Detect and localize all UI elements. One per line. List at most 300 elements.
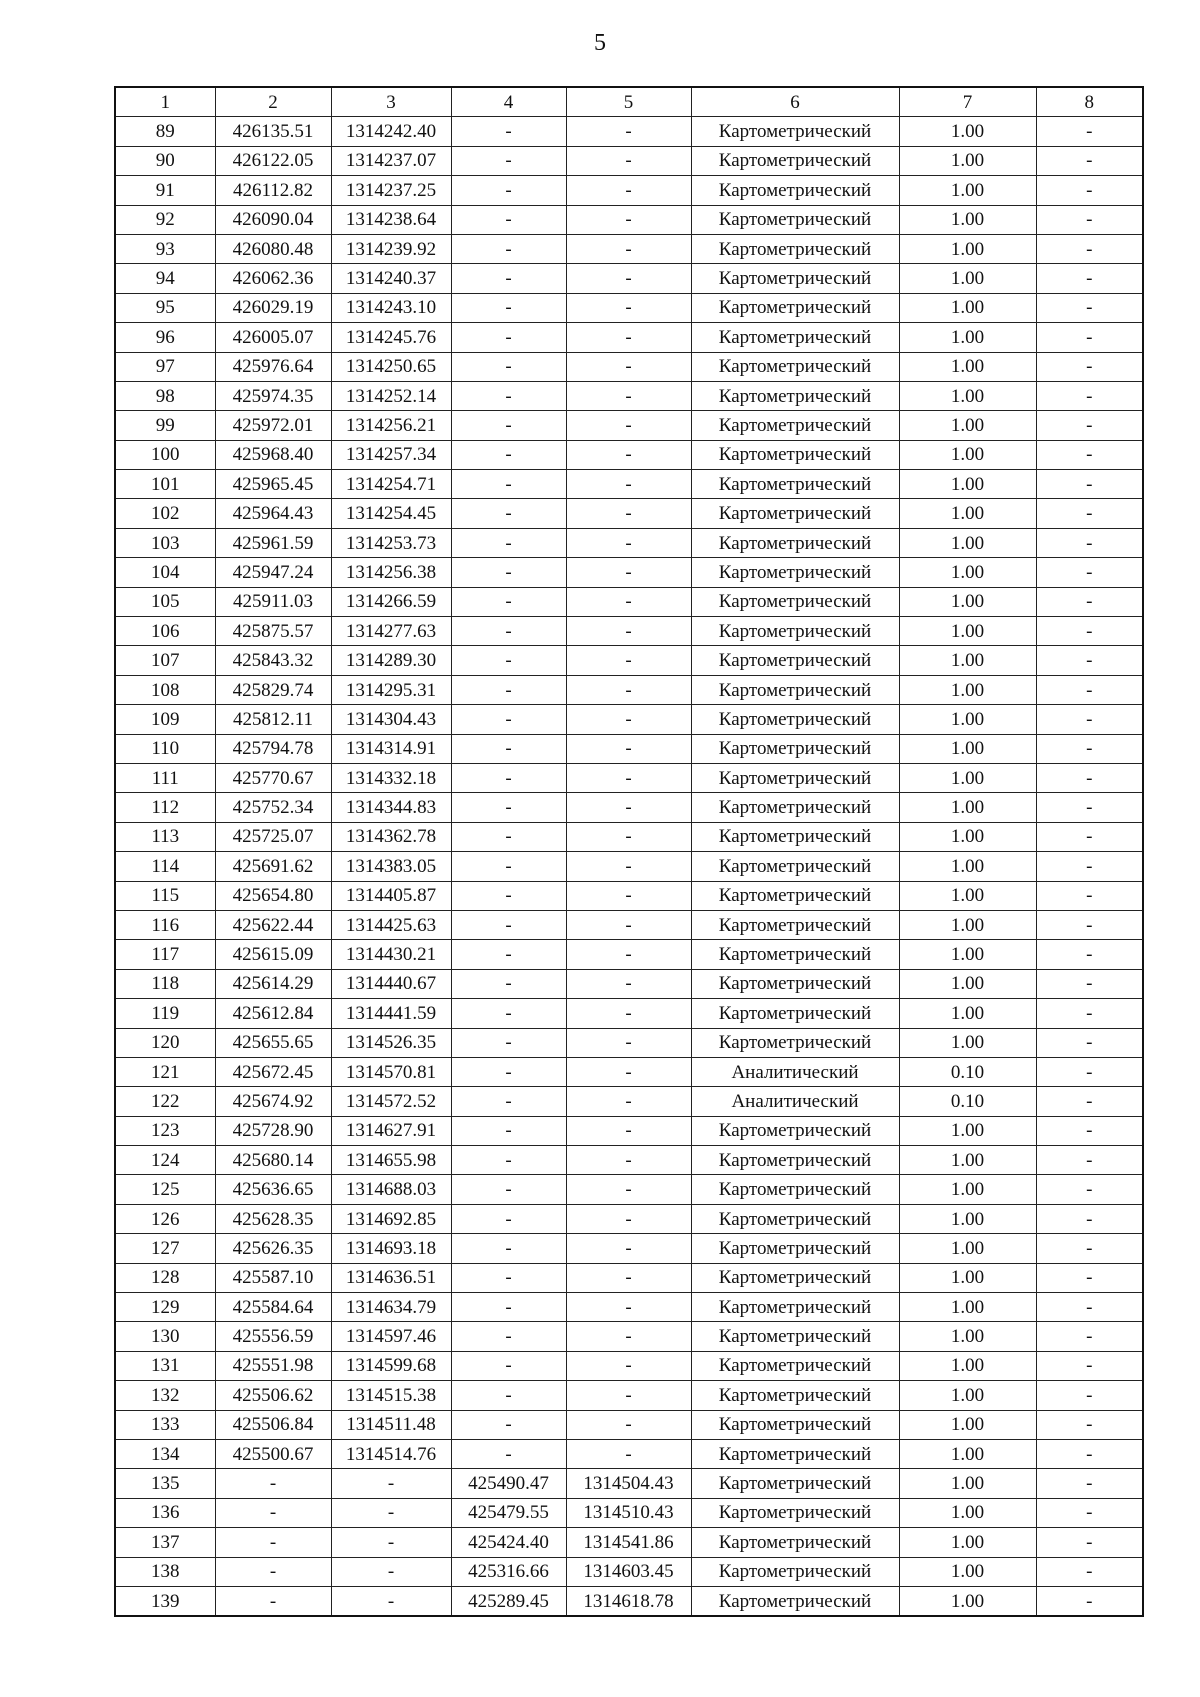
method-cell: Картометрический	[691, 1263, 899, 1292]
table-row	[115, 1381, 1143, 1410]
table-row	[115, 1204, 1143, 1233]
method-cell: Картометрический	[691, 734, 899, 763]
x-new-cell: 425316.66	[451, 1557, 566, 1586]
x-new-cell: -	[451, 1146, 566, 1175]
accuracy-cell: 1.00	[899, 646, 1036, 675]
x-existing-cell: 426122.05	[215, 146, 331, 175]
y-existing-cell: 1314266.59	[331, 587, 451, 616]
table-row	[115, 558, 1143, 587]
y-new-cell: -	[566, 1116, 691, 1145]
table-row	[115, 1469, 1143, 1498]
description-cell: -	[1036, 470, 1143, 499]
accuracy-cell: 1.00	[899, 793, 1036, 822]
description-cell: -	[1036, 852, 1143, 881]
point-number-cell: 93	[115, 234, 215, 263]
y-new-cell: -	[566, 910, 691, 939]
point-number-cell: 115	[115, 881, 215, 910]
point-number-cell: 104	[115, 558, 215, 587]
accuracy-cell: 1.00	[899, 910, 1036, 939]
y-existing-cell: 1314243.10	[331, 293, 451, 322]
y-existing-cell: 1314304.43	[331, 705, 451, 734]
x-new-cell: -	[451, 176, 566, 205]
x-existing-cell: 425911.03	[215, 587, 331, 616]
x-new-cell: -	[451, 381, 566, 410]
accuracy-cell: 1.00	[899, 1234, 1036, 1263]
point-number-cell: 94	[115, 264, 215, 293]
x-new-cell: -	[451, 1439, 566, 1468]
point-number-cell: 97	[115, 352, 215, 381]
x-new-cell: -	[451, 1116, 566, 1145]
accuracy-cell: 1.00	[899, 1116, 1036, 1145]
y-new-cell: -	[566, 146, 691, 175]
accuracy-cell: 1.00	[899, 705, 1036, 734]
y-existing-cell: -	[331, 1557, 451, 1586]
x-new-cell: -	[451, 763, 566, 792]
x-existing-cell: -	[215, 1528, 331, 1557]
y-new-cell: -	[566, 940, 691, 969]
x-existing-cell: 425961.59	[215, 528, 331, 557]
description-cell: -	[1036, 793, 1143, 822]
y-existing-cell: 1314526.35	[331, 1028, 451, 1057]
description-cell: -	[1036, 1146, 1143, 1175]
table-row	[115, 1028, 1143, 1057]
accuracy-cell: 1.00	[899, 587, 1036, 616]
description-cell: -	[1036, 1410, 1143, 1439]
y-existing-cell: 1314655.98	[331, 1146, 451, 1175]
y-new-cell: -	[566, 1293, 691, 1322]
table-row	[115, 381, 1143, 410]
point-number-cell: 110	[115, 734, 215, 763]
x-new-cell: -	[451, 293, 566, 322]
x-existing-cell: 425587.10	[215, 1263, 331, 1292]
y-existing-cell: 1314344.83	[331, 793, 451, 822]
description-cell: -	[1036, 822, 1143, 851]
point-number-cell: 106	[115, 617, 215, 646]
x-new-cell: -	[451, 1410, 566, 1439]
x-existing-cell: 425725.07	[215, 822, 331, 851]
x-existing-cell: 425655.65	[215, 1028, 331, 1057]
point-number-cell: 139	[115, 1586, 215, 1616]
y-new-cell: -	[566, 1057, 691, 1086]
description-cell: -	[1036, 323, 1143, 352]
method-cell: Картометрический	[691, 234, 899, 263]
method-cell: Картометрический	[691, 617, 899, 646]
description-cell: -	[1036, 910, 1143, 939]
description-cell: -	[1036, 1087, 1143, 1116]
y-existing-cell: 1314597.46	[331, 1322, 451, 1351]
x-existing-cell: 425843.32	[215, 646, 331, 675]
y-new-cell: -	[566, 1439, 691, 1468]
table-row	[115, 646, 1143, 675]
accuracy-cell: 1.00	[899, 146, 1036, 175]
point-number-cell: 129	[115, 1293, 215, 1322]
y-new-cell: -	[566, 822, 691, 851]
y-new-cell: 1314541.86	[566, 1528, 691, 1557]
y-existing-cell: 1314238.64	[331, 205, 451, 234]
accuracy-cell: 1.00	[899, 940, 1036, 969]
x-new-cell: -	[451, 734, 566, 763]
point-number-cell: 96	[115, 323, 215, 352]
accuracy-cell: 1.00	[899, 1028, 1036, 1057]
description-cell: -	[1036, 117, 1143, 146]
point-number-cell: 108	[115, 675, 215, 704]
x-new-cell: -	[451, 675, 566, 704]
column-header: 4	[451, 87, 566, 117]
description-cell: -	[1036, 1498, 1143, 1527]
x-existing-cell: 426029.19	[215, 293, 331, 322]
y-existing-cell: 1314693.18	[331, 1234, 451, 1263]
accuracy-cell: 1.00	[899, 293, 1036, 322]
y-existing-cell: 1314237.07	[331, 146, 451, 175]
point-number-cell: 127	[115, 1234, 215, 1263]
y-existing-cell: 1314514.76	[331, 1439, 451, 1468]
description-cell: -	[1036, 1586, 1143, 1616]
table-row	[115, 293, 1143, 322]
y-existing-cell: 1314252.14	[331, 381, 451, 410]
x-existing-cell: 425612.84	[215, 999, 331, 1028]
x-new-cell: -	[451, 352, 566, 381]
x-new-cell: -	[451, 1322, 566, 1351]
x-existing-cell: 425875.57	[215, 617, 331, 646]
x-existing-cell: 425551.98	[215, 1351, 331, 1380]
method-cell: Картометрический	[691, 264, 899, 293]
point-number-cell: 100	[115, 440, 215, 469]
y-new-cell: -	[566, 1322, 691, 1351]
table-row	[115, 1116, 1143, 1145]
table-row	[115, 1351, 1143, 1380]
accuracy-cell: 1.00	[899, 1146, 1036, 1175]
accuracy-cell: 1.00	[899, 470, 1036, 499]
method-cell: Картометрический	[691, 1204, 899, 1233]
point-number-cell: 99	[115, 411, 215, 440]
method-cell: Картометрический	[691, 1116, 899, 1145]
point-number-cell: 137	[115, 1528, 215, 1557]
y-existing-cell: 1314572.52	[331, 1087, 451, 1116]
x-existing-cell: 425972.01	[215, 411, 331, 440]
accuracy-cell: 1.00	[899, 528, 1036, 557]
x-new-cell: -	[451, 852, 566, 881]
method-cell: Картометрический	[691, 881, 899, 910]
table-row	[115, 440, 1143, 469]
method-cell: Картометрический	[691, 763, 899, 792]
y-new-cell: -	[566, 969, 691, 998]
method-cell: Картометрический	[691, 1586, 899, 1616]
x-new-cell: -	[451, 1204, 566, 1233]
accuracy-cell: 1.00	[899, 1528, 1036, 1557]
y-existing-cell: 1314441.59	[331, 999, 451, 1028]
x-new-cell: -	[451, 1381, 566, 1410]
y-new-cell: -	[566, 1204, 691, 1233]
y-existing-cell: 1314254.45	[331, 499, 451, 528]
column-header: 3	[331, 87, 451, 117]
point-number-cell: 132	[115, 1381, 215, 1410]
y-new-cell: -	[566, 352, 691, 381]
description-cell: -	[1036, 146, 1143, 175]
description-cell: -	[1036, 587, 1143, 616]
method-cell: Картометрический	[691, 499, 899, 528]
description-cell: -	[1036, 234, 1143, 263]
y-new-cell: -	[566, 734, 691, 763]
point-number-cell: 117	[115, 940, 215, 969]
description-cell: -	[1036, 881, 1143, 910]
x-existing-cell: 426062.36	[215, 264, 331, 293]
table-row	[115, 1557, 1143, 1586]
point-number-cell: 138	[115, 1557, 215, 1586]
accuracy-cell: 1.00	[899, 763, 1036, 792]
point-number-cell: 98	[115, 381, 215, 410]
method-cell: Картометрический	[691, 440, 899, 469]
x-existing-cell: 425829.74	[215, 675, 331, 704]
point-number-cell: 135	[115, 1469, 215, 1498]
x-new-cell: -	[451, 1293, 566, 1322]
y-new-cell: -	[566, 440, 691, 469]
method-cell: Картометрический	[691, 1439, 899, 1468]
method-cell: Картометрический	[691, 675, 899, 704]
column-header: 2	[215, 87, 331, 117]
description-cell: -	[1036, 1204, 1143, 1233]
y-new-cell: -	[566, 264, 691, 293]
point-number-cell: 102	[115, 499, 215, 528]
accuracy-cell: 1.00	[899, 411, 1036, 440]
x-existing-cell: 426090.04	[215, 205, 331, 234]
table-row	[115, 969, 1143, 998]
y-new-cell: -	[566, 1146, 691, 1175]
y-new-cell: -	[566, 323, 691, 352]
x-new-cell: -	[451, 117, 566, 146]
table-row	[115, 1498, 1143, 1527]
y-existing-cell: 1314277.63	[331, 617, 451, 646]
accuracy-cell: 1.00	[899, 1586, 1036, 1616]
x-new-cell: -	[451, 1175, 566, 1204]
x-existing-cell: 425947.24	[215, 558, 331, 587]
accuracy-cell: 1.00	[899, 734, 1036, 763]
table-row	[115, 705, 1143, 734]
column-header: 6	[691, 87, 899, 117]
y-existing-cell: 1314314.91	[331, 734, 451, 763]
x-new-cell: -	[451, 234, 566, 263]
x-new-cell: -	[451, 1028, 566, 1057]
x-existing-cell: 425976.64	[215, 352, 331, 381]
x-existing-cell: 425674.92	[215, 1087, 331, 1116]
y-existing-cell: 1314295.31	[331, 675, 451, 704]
y-existing-cell: 1314688.03	[331, 1175, 451, 1204]
method-cell: Картометрический	[691, 852, 899, 881]
table-row	[115, 499, 1143, 528]
x-new-cell: -	[451, 1234, 566, 1263]
description-cell: -	[1036, 734, 1143, 763]
x-existing-cell: -	[215, 1498, 331, 1527]
x-existing-cell: 425672.45	[215, 1057, 331, 1086]
column-header: 5	[566, 87, 691, 117]
description-cell: -	[1036, 1528, 1143, 1557]
y-existing-cell: 1314425.63	[331, 910, 451, 939]
method-cell: Картометрический	[691, 1498, 899, 1527]
y-existing-cell: 1314511.48	[331, 1410, 451, 1439]
x-new-cell: -	[451, 999, 566, 1028]
description-cell: -	[1036, 617, 1143, 646]
x-new-cell: -	[451, 940, 566, 969]
x-existing-cell: 425506.84	[215, 1410, 331, 1439]
description-cell: -	[1036, 1028, 1143, 1057]
y-existing-cell: 1314634.79	[331, 1293, 451, 1322]
method-cell: Картометрический	[691, 1351, 899, 1380]
table-row	[115, 323, 1143, 352]
description-cell: -	[1036, 940, 1143, 969]
y-new-cell: -	[566, 1263, 691, 1292]
description-cell: -	[1036, 1234, 1143, 1263]
accuracy-cell: 1.00	[899, 1175, 1036, 1204]
y-existing-cell: 1314440.67	[331, 969, 451, 998]
accuracy-cell: 1.00	[899, 881, 1036, 910]
description-cell: -	[1036, 763, 1143, 792]
description-cell: -	[1036, 1175, 1143, 1204]
y-new-cell: -	[566, 1351, 691, 1380]
y-existing-cell: -	[331, 1586, 451, 1616]
accuracy-cell: 1.00	[899, 234, 1036, 263]
y-existing-cell: 1314430.21	[331, 940, 451, 969]
accuracy-cell: 1.00	[899, 822, 1036, 851]
method-cell: Картометрический	[691, 528, 899, 557]
point-number-cell: 105	[115, 587, 215, 616]
y-existing-cell: 1314250.65	[331, 352, 451, 381]
x-existing-cell: 425794.78	[215, 734, 331, 763]
x-existing-cell: 426135.51	[215, 117, 331, 146]
y-existing-cell: 1314515.38	[331, 1381, 451, 1410]
y-existing-cell: 1314405.87	[331, 881, 451, 910]
x-existing-cell: 425728.90	[215, 1116, 331, 1145]
y-existing-cell: -	[331, 1528, 451, 1557]
table-row	[115, 734, 1143, 763]
x-new-cell: -	[451, 264, 566, 293]
y-existing-cell: 1314599.68	[331, 1351, 451, 1380]
y-new-cell: -	[566, 999, 691, 1028]
x-existing-cell: 426112.82	[215, 176, 331, 205]
description-cell: -	[1036, 440, 1143, 469]
point-number-cell: 120	[115, 1028, 215, 1057]
method-cell: Картометрический	[691, 587, 899, 616]
y-new-cell: -	[566, 705, 691, 734]
point-number-cell: 134	[115, 1439, 215, 1468]
table-header-row	[115, 87, 1143, 117]
accuracy-cell: 1.00	[899, 1498, 1036, 1527]
point-number-cell: 119	[115, 999, 215, 1028]
y-new-cell: -	[566, 646, 691, 675]
accuracy-cell: 1.00	[899, 1439, 1036, 1468]
x-existing-cell: 425691.62	[215, 852, 331, 881]
point-number-cell: 89	[115, 117, 215, 146]
method-cell: Картометрический	[691, 411, 899, 440]
y-existing-cell: 1314362.78	[331, 822, 451, 851]
y-new-cell: -	[566, 881, 691, 910]
y-existing-cell: 1314257.34	[331, 440, 451, 469]
method-cell: Аналитический	[691, 1057, 899, 1086]
method-cell: Картометрический	[691, 117, 899, 146]
description-cell: -	[1036, 352, 1143, 381]
x-new-cell: -	[451, 910, 566, 939]
x-existing-cell: 425770.67	[215, 763, 331, 792]
x-existing-cell: 425968.40	[215, 440, 331, 469]
description-cell: -	[1036, 205, 1143, 234]
accuracy-cell: 1.00	[899, 1351, 1036, 1380]
x-new-cell: -	[451, 323, 566, 352]
table-row	[115, 822, 1143, 851]
method-cell: Картометрический	[691, 470, 899, 499]
x-new-cell: -	[451, 1087, 566, 1116]
x-existing-cell: -	[215, 1469, 331, 1498]
y-existing-cell: 1314570.81	[331, 1057, 451, 1086]
point-number-cell: 116	[115, 910, 215, 939]
point-number-cell: 122	[115, 1087, 215, 1116]
y-existing-cell: 1314253.73	[331, 528, 451, 557]
method-cell: Картометрический	[691, 1322, 899, 1351]
accuracy-cell: 1.00	[899, 852, 1036, 881]
table-row	[115, 910, 1143, 939]
y-existing-cell: 1314627.91	[331, 1116, 451, 1145]
description-cell: -	[1036, 293, 1143, 322]
description-cell: -	[1036, 381, 1143, 410]
accuracy-cell: 1.00	[899, 117, 1036, 146]
y-new-cell: -	[566, 1234, 691, 1263]
point-number-cell: 92	[115, 205, 215, 234]
method-cell: Картометрический	[691, 822, 899, 851]
point-number-cell: 112	[115, 793, 215, 822]
y-existing-cell: 1314237.25	[331, 176, 451, 205]
y-new-cell: -	[566, 234, 691, 263]
method-cell: Картометрический	[691, 146, 899, 175]
y-existing-cell: 1314239.92	[331, 234, 451, 263]
y-new-cell: -	[566, 528, 691, 557]
description-cell: -	[1036, 1057, 1143, 1086]
y-new-cell: -	[566, 117, 691, 146]
x-existing-cell: -	[215, 1586, 331, 1616]
x-existing-cell: 425506.62	[215, 1381, 331, 1410]
table-row	[115, 352, 1143, 381]
y-existing-cell: 1314383.05	[331, 852, 451, 881]
y-new-cell: -	[566, 558, 691, 587]
table-row	[115, 146, 1143, 175]
y-existing-cell: 1314289.30	[331, 646, 451, 675]
accuracy-cell: 0.10	[899, 1057, 1036, 1086]
method-cell: Картометрический	[691, 1146, 899, 1175]
description-cell: -	[1036, 1557, 1143, 1586]
y-new-cell: -	[566, 1175, 691, 1204]
point-number-cell: 125	[115, 1175, 215, 1204]
accuracy-cell: 1.00	[899, 558, 1036, 587]
table-row	[115, 617, 1143, 646]
y-new-cell: -	[566, 675, 691, 704]
description-cell: -	[1036, 1293, 1143, 1322]
x-new-cell: -	[451, 617, 566, 646]
y-new-cell: 1314618.78	[566, 1586, 691, 1616]
method-cell: Картометрический	[691, 176, 899, 205]
description-cell: -	[1036, 411, 1143, 440]
y-new-cell: -	[566, 852, 691, 881]
y-new-cell: 1314603.45	[566, 1557, 691, 1586]
point-number-cell: 109	[115, 705, 215, 734]
x-new-cell: -	[451, 969, 566, 998]
x-new-cell: -	[451, 822, 566, 851]
y-existing-cell: -	[331, 1498, 451, 1527]
x-existing-cell: 425500.67	[215, 1439, 331, 1468]
method-cell: Картометрический	[691, 1381, 899, 1410]
point-number-cell: 118	[115, 969, 215, 998]
x-existing-cell: 425812.11	[215, 705, 331, 734]
method-cell: Картометрический	[691, 999, 899, 1028]
point-number-cell: 111	[115, 763, 215, 792]
table-row	[115, 205, 1143, 234]
table-row	[115, 793, 1143, 822]
y-existing-cell: 1314256.21	[331, 411, 451, 440]
